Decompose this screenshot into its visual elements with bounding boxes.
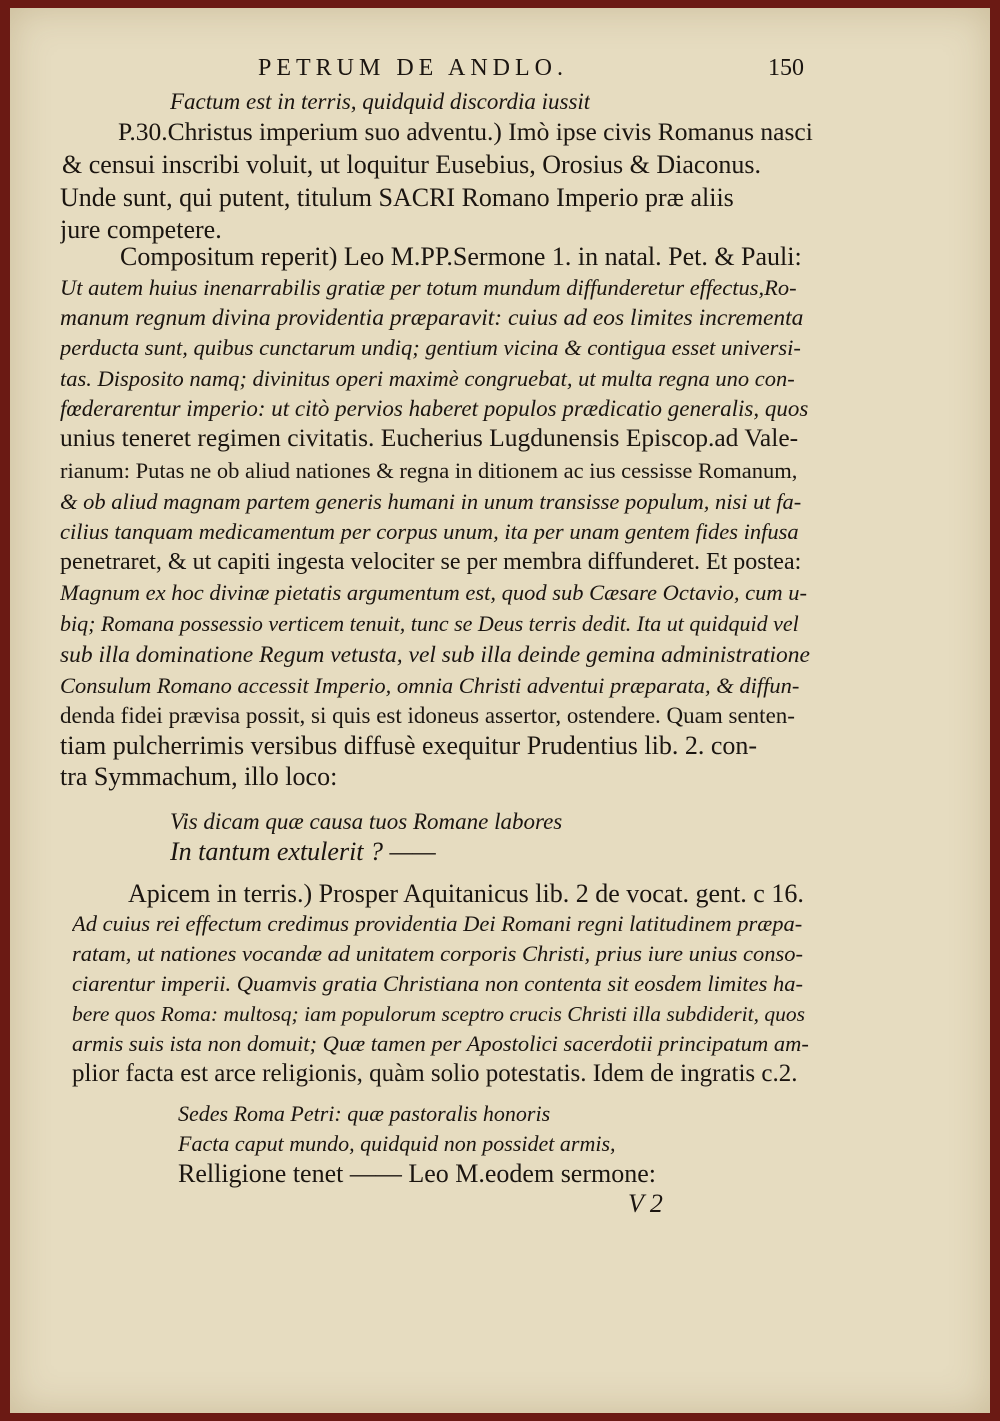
verse-line: In tantum extulerit ? —— [170,837,436,866]
verse-line: Facta caput mundo, quidquid non possidet armis, [178,1131,616,1156]
text-line: fœderarentur imperio: ut citò pervios haberet populos prædicatio generalis, quos [60,396,809,421]
verse-line: Vis dicam quæ causa tuos Romane labores [170,809,563,834]
page-number: 150 [768,55,804,81]
text-line: Consulum Romano accessit Imperio, omnia Christi adventui præparata, & diffun- [60,673,800,698]
book-page [10,8,990,1413]
text-line: plior facta est arce religionis, quàm solio potestatis. Idem de ingratis c.2. [72,1060,798,1087]
text-line: sub illa dominatione Regum vetusta, vel sub illa deinde gemina administratione [60,642,810,668]
text-line: biq; Romana possessio verticem tenuit, tunc se Deus terris dedit. Ita ut quidquid vel [60,611,799,636]
text-line: ratam, ut nationes vocandæ ad unitatem corporis Christi, prius iure unius conso- [72,941,804,966]
running-title: PETRUM DE ANDLO. [258,55,569,81]
text-line: Magnum ex hoc divinæ pietatis argumentum est, quod sub Cæsare Octavio, cum u- [60,580,807,605]
text-line: tra Symmachum, illo loco: [60,762,338,791]
verse-line: Sedes Roma Petri: quæ pastoralis honoris [178,1101,551,1126]
text-line: & ob aliud magnam partem generis humani in unum transisse populum, nisi ut fa- [60,489,802,514]
text-line: Factum est in terris, quidquid discordia iussit [170,89,590,114]
text-line: Ut autem huius inenarrabilis gratiæ per totum mundum diffunderetur effectus,Ro- [60,275,797,300]
text-line: denda fidei prævisa possit, si quis est idoneus assertor, ostendere. Quam senten- [60,703,795,728]
text-line: bere quos Roma: multosq; iam populorum sceptro crucis Christi illa subdiderit, quos [72,1002,805,1026]
text-line: armis suis ista non domuit; Quæ tamen per Apostolici sacerdotii principatum am- [72,1031,809,1056]
text-line: Unde sunt, qui putent, titulum SACRI Romano Imperio præ aliis [60,183,734,212]
text-line: Compositum reperit) Leo M.PP.Sermone 1. in natal. Pet. & Pauli: [120,242,802,271]
text-line: tas. Disposito namq; divinitus operi maximè congruebat, ut multa regna uno con- [60,366,795,391]
text-line: perducta sunt, quibus cunctarum undiq; gentium vicina & contigua esset universi- [60,335,801,360]
signature-mark: V 2 [628,1189,663,1218]
text-line: manum regnum divina providentia præparavit: cuius ad eos limites incrementa [60,305,804,331]
text-line: P.30.Christus imperium suo adventu.) Imò ipse civis Romanus nasci [118,117,813,146]
verse-line: Relligione tenet —— Leo M.eodem sermone: [178,1159,656,1188]
text-line: ciarentur imperii. Quamvis gratia Christiana non contenta sit eosdem limites ha- [72,971,803,996]
text-line: Apicem in terris.) Prosper Aquitanicus lib. 2 de vocat. gent. c 16. [128,879,804,908]
text-line: penetraret, & ut capiti ingesta velociter se per membra diffunderet. Et postea: [60,549,802,575]
text-line: Ad cuius rei effectum credimus providentia Dei Romani regni latitudinem præpa- [72,911,803,936]
text-line: & censui inscribi voluit, ut loquitur Eusebius, Orosius & Diaconus. [62,150,762,179]
text-line: jure competere. [60,215,222,244]
text-line: tiam pulcherrimis versibus diffusè exequitur Prudentius lib. 2. con- [60,731,758,760]
text-line: cilius tanquam medicamentum per corpus unum, ita per unam gentem fides infusa [60,519,799,544]
text-line: rianum: Putas ne ob aliud nationes & regna in ditionem ac ius cessisse Romanum, [60,458,798,483]
text-line: unius teneret regimen civitatis. Eucherius Lugdunensis Episcop.ad Vale- [60,423,799,452]
